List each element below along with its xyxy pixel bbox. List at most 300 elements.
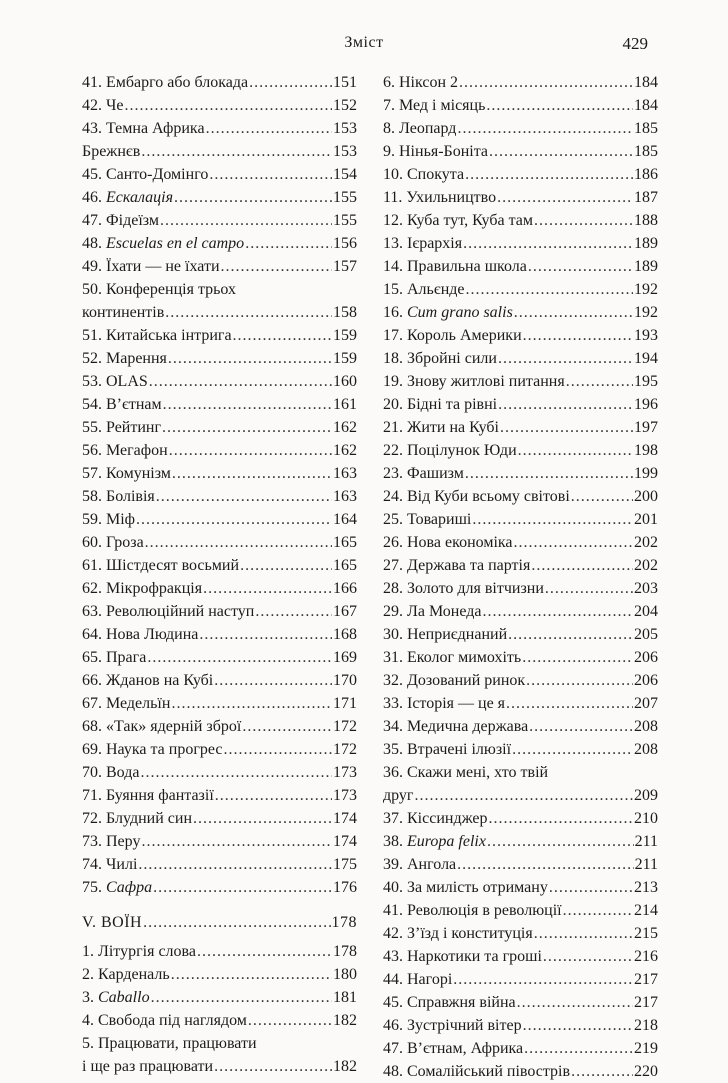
toc-entry-page: 194 [634,350,658,367]
toc-entry-page: 192 [634,304,658,321]
toc-entry [383,462,658,485]
toc-entry [82,278,357,324]
toc-entry-title: 67. Медельїн [82,695,171,712]
toc-entry-page: 166 [333,580,357,597]
toc-entry [82,554,357,577]
toc-entry-title: 41. Революція в революції [383,902,562,919]
toc-entry-title: 58. Болівія [82,488,155,505]
dot-leader [457,117,633,140]
toc-entry [383,94,658,117]
toc-entry [383,1037,658,1060]
dot-leader [514,531,633,554]
toc-entry-title: 1. Літургія слова [82,943,196,960]
toc-entry-title: 19. Знову житлові питання [383,373,565,390]
toc-entry-title: 73. Перу [82,833,141,850]
toc-entry-title-line: 50. Конференція трьох [82,281,237,298]
dot-leader [149,370,332,393]
toc-entry [383,761,658,807]
toc-entry-title: 23. Фашизм [383,465,464,482]
toc-entry-title: 22. Поцілунок Юди [383,442,517,459]
toc-entry-title: 48. [82,235,106,252]
dot-leader [224,738,333,761]
toc-entry-title: 75. [82,879,106,896]
toc-entry [82,784,357,807]
toc-entry-page: 202 [634,534,658,551]
toc-entry [82,940,357,963]
toc-entry-title-italic: Escuelas en el campo [106,235,245,252]
toc-entry-page: 154 [333,166,357,183]
toc-entry [383,255,658,278]
toc-entry-page: 164 [333,511,357,528]
toc-entry-title: 2. Карденаль [82,966,170,983]
toc-entry [383,876,658,899]
dot-leader [233,324,332,347]
toc-entry-title: 47. В’єтнам, Африка [383,1040,524,1057]
dot-leader [512,738,633,761]
dot-leader [209,163,332,186]
toc-entry-title: 59. Міф [82,511,136,528]
toc-entry-page: 198 [634,442,658,459]
toc-entry-title: 15. Альєнде [383,281,465,298]
toc-entry-title: 46. [82,189,106,206]
toc-entry-title: 39. Ангола [383,856,457,873]
toc-entry-page: 217 [634,971,658,988]
dot-leader [206,117,332,140]
dot-leader [214,669,332,692]
dot-leader [497,186,633,209]
toc-entry [82,876,357,899]
dot-leader [168,347,332,370]
toc-entry-page: 184 [634,74,658,91]
toc-entry [383,669,658,692]
toc-entry-page: 159 [333,350,357,367]
page-number: 429 [622,34,648,53]
dot-leader [147,646,332,669]
dot-leader [522,646,633,669]
toc-entry-title: 54. В’єтнам [82,396,162,413]
toc-entry [82,623,357,646]
toc-entry-page: 160 [333,373,357,390]
toc-entry-title: 66. Жданов на Кубі [82,672,214,689]
dot-leader [498,393,633,416]
toc-entry-title: 45. Справжня війна [383,994,516,1011]
dot-leader [136,508,332,531]
toc-entry [82,347,357,370]
toc-entry-title: 29. Ла Монеда [383,603,482,620]
toc-entry-title: 43. Темна Африка [82,120,205,137]
dot-leader [523,1014,633,1037]
dot-leader [529,715,633,738]
toc-entry-title: 57. Комунізм [82,465,171,482]
toc-entry-title-italic: Cum grano salis [407,304,513,321]
toc-entry-page: 210 [634,810,658,827]
dot-leader [566,370,633,393]
toc-entry-page: 185 [634,120,658,137]
toc-entry [82,117,357,140]
toc-entry-title: 24. Від Куби всьому світові [383,488,570,505]
toc-entry [82,669,357,692]
toc-entry [383,531,658,554]
toc-entry-title: 38. [383,833,407,850]
dot-leader [514,301,633,324]
toc-entry-page: 208 [634,741,658,758]
toc-entry-title: 48. Сомалійський півострів [383,1063,571,1080]
toc-entry-page: 168 [333,626,357,643]
toc-entry-page: 193 [634,327,658,344]
toc-entry-title: 40. За милість отриману [383,879,548,896]
toc-entry-page: 170 [333,672,357,689]
toc-entry-title: і ще раз працювати [82,1058,214,1075]
toc-entry-page: 208 [634,718,658,735]
dot-leader [489,140,633,163]
toc-entry [383,1014,658,1037]
toc-entry-page: 202 [634,557,658,574]
toc-entry-title: 56. Мегафон [82,442,168,459]
toc-entry-page: 199 [634,465,658,482]
toc-entry-title: 70. Вода [82,764,140,781]
toc-entry-page: 163 [333,465,357,482]
toc-entry [383,899,658,922]
toc-entry-title: 16. [383,304,407,321]
toc-entry-page: 157 [333,258,357,275]
toc-entry [82,738,357,761]
dot-leader [465,462,633,485]
dot-leader [524,1037,633,1060]
dot-leader [487,830,634,853]
toc-entry [383,807,658,830]
dot-leader [125,94,333,117]
toc-entry [82,324,357,347]
toc-entry-title-italic: Ескалація [106,189,174,206]
toc-entry-title: 8. Леопард [383,120,457,137]
toc-entry-page: 171 [333,695,357,712]
toc-entry-page: 206 [634,649,658,666]
dot-leader [571,485,633,508]
toc-entry-page: 201 [634,511,658,528]
toc-entry-page: 175 [333,856,357,873]
toc-entry-page: 182 [333,1012,357,1029]
toc-entry-title: 47. Фідеїзм [82,212,159,229]
dot-leader [563,899,633,922]
toc-entry-title: V. ВОЇН [82,914,143,931]
dot-leader [549,876,633,899]
toc-entry-page: 176 [333,879,357,896]
toc-entry-title: 33. Історія — це я [383,695,506,712]
toc-entry-title: 14. Правильна школа [383,258,527,275]
toc-entry [383,853,658,876]
dot-leader [506,692,633,715]
dot-leader [249,71,332,94]
toc-entry-page: 163 [333,488,357,505]
toc-entry [82,140,357,163]
toc-entry-title-line: 5. Працювати, працювати [82,1035,257,1052]
toc-entry-title: 7. Мед і місяць [383,97,486,114]
toc-entry-page: 184 [634,97,658,114]
toc-entry [82,508,357,531]
toc-entry [383,301,658,324]
dot-leader [240,554,332,577]
toc-entry-title: 3. [82,989,98,1006]
toc-entry-page: 180 [333,966,357,983]
toc-entry-title: 51. Китайська інтрига [82,327,232,344]
toc-entry [82,807,357,830]
toc-column-right [383,71,658,1083]
toc-entry [82,646,357,669]
toc-entry-title: 12. Куба тут, Куба там [383,212,533,229]
dot-leader [221,255,333,278]
toc-entry-page: 174 [333,810,357,827]
toc-entry [383,439,658,462]
dot-leader [171,963,332,986]
dot-leader [543,945,633,968]
dot-leader [466,278,633,301]
toc-entry [383,186,658,209]
toc-entry [82,163,357,186]
toc-entry [383,945,658,968]
toc-entry-title-italic: Europa felix [407,833,486,850]
toc-entry-page: 167 [333,603,357,620]
toc-entry [82,209,357,232]
toc-entry-page: 173 [333,764,357,781]
toc-entry [82,531,357,554]
toc-entry-page: 187 [634,189,658,206]
toc-entry-title: Брежнєв [82,143,141,160]
toc-entry-title: 35. Втрачені ілюзії [383,741,512,758]
toc-entry-page: 216 [634,948,658,965]
toc-entry-title: 25. Товариші [383,511,472,528]
toc-entry-title: 65. Прага [82,649,147,666]
toc-entry-page: 151 [333,74,357,91]
toc-entry-title: 26. Нова економіка [383,534,513,551]
toc-entry-page: 174 [333,833,357,850]
toc-entry-title: 49. Їхати — не їхати [82,258,220,275]
toc-entry [82,462,357,485]
toc-entry-title: 31. Еколог мимохіть [383,649,522,666]
dot-leader [203,577,332,600]
toc-entry [82,963,357,986]
toc-entry [82,71,357,94]
toc-entry [383,416,658,439]
toc-entry [82,853,357,876]
toc-entry [383,393,658,416]
toc-entry-page: 211 [634,833,658,850]
toc-entry-page: 189 [634,258,658,275]
toc-entry-page: 186 [634,166,658,183]
toc-entry-title: 20. Бідні та рівні [383,396,498,413]
toc-entry [383,646,658,669]
toc-entry [383,738,658,761]
toc-entry [383,1060,658,1083]
toc-entry-title: 52. Марення [82,350,167,367]
toc-entry-page: 156 [333,235,357,252]
dot-leader [214,1055,332,1078]
dot-leader [162,416,332,439]
toc-entry [383,554,658,577]
dot-leader [140,761,332,784]
toc-entry-page: 165 [333,534,357,551]
toc-entry-page: 155 [333,189,357,206]
toc-entry-page: 197 [634,419,658,436]
dot-leader [141,140,332,163]
toc-entry-title: 4. Свобода під наглядом [82,1012,247,1029]
toc-entry [383,600,658,623]
toc-entry-page: 218 [634,1017,658,1034]
toc-entry [383,830,658,853]
toc-entry-page: 200 [634,488,658,505]
dot-leader [242,715,332,738]
dot-leader [215,784,332,807]
toc-entry-page: 192 [634,281,658,298]
toc-entry [383,577,658,600]
dot-leader [248,1009,332,1032]
dot-leader [163,393,332,416]
toc-entry-page: 209 [634,787,658,804]
toc-entry-page: 158 [333,304,357,321]
dot-leader [472,508,633,531]
header-title: Зміст [344,34,384,51]
dot-leader [153,876,332,899]
toc-entry-title: друг [383,787,414,804]
toc-entry [82,600,357,623]
dot-leader [486,94,633,117]
toc-entry-title: 9. Нінья-Боніта [383,143,489,160]
toc-entry-title: 18. Збройні сили [383,350,497,367]
toc-entry-title: 32. Дозований ринок [383,672,526,689]
toc-entry-title: 62. Мікрофракція [82,580,203,597]
toc-entry-page: 169 [333,649,357,666]
toc-entry-title: 44. Нагорі [383,971,453,988]
toc-entry-page: 189 [634,235,658,252]
toc-entry-title: 43. Наркотики та гроші [383,948,542,965]
toc-entry [383,991,658,1014]
toc-entry [82,1032,357,1078]
toc-entry-title: 10. Спокута [383,166,465,183]
toc-entry-page: 172 [333,741,357,758]
dot-leader [145,531,332,554]
toc-entry-page: 185 [634,143,658,160]
running-header [80,34,648,58]
toc-entry-page: 181 [333,989,357,1006]
toc-entry-title: 28. Золото для вітчизни [383,580,544,597]
toc-entry [383,968,658,991]
dot-leader [457,853,633,876]
toc-entry-title: 71. Буяння фантазії [82,787,214,804]
toc-entry-title: 17. Король Америки [383,327,522,344]
toc-entry-title: 72. Блудний син [82,810,193,827]
toc-entry [82,577,357,600]
dot-leader [172,462,332,485]
toc-entry [82,1009,357,1032]
toc-entry-page: 178 [333,943,357,960]
toc-entry-page: 203 [634,580,658,597]
dot-leader [508,623,633,646]
toc-entry-title-italic: Сафра [106,879,153,896]
toc-entry [383,715,658,738]
toc-entry-page: 162 [333,442,357,459]
toc-entry [82,485,357,508]
toc-entry-page: 206 [634,672,658,689]
toc-entry-page: 188 [634,212,658,229]
toc-entry [82,94,357,117]
toc-entry [383,71,658,94]
toc-entry-title: 13. Ієрархія [383,235,463,252]
toc-entry-title: 69. Наука та прогрес [82,741,223,758]
toc-entry [383,485,658,508]
toc-entry-title: 37. Кіссинджер [383,810,488,827]
toc-entry [82,370,357,393]
toc-entry [82,986,357,1009]
dot-leader [165,301,332,324]
toc-entry-title: 55. Рейтинг [82,419,162,436]
toc-entry-page: 159 [333,327,357,344]
toc-entry [82,186,357,209]
toc-entry-title: 53. OLAS [82,373,148,390]
toc-entry-page: 182 [333,1058,357,1075]
toc-entry [82,255,357,278]
toc-entry-page: 195 [634,373,658,390]
toc-entry-title-italic: Caballo [98,989,150,1006]
dot-leader [255,600,332,623]
toc-entry [383,117,658,140]
dot-leader [143,911,330,934]
toc-entry [383,347,658,370]
dot-leader [141,830,332,853]
toc-column-left [82,71,357,1078]
dot-leader [151,986,332,1009]
toc-entry [82,232,357,255]
toc-entry-title: 61. Шістдесят восьмий [82,557,240,574]
dot-leader [482,600,633,623]
dot-leader [453,968,633,991]
toc-entry [383,623,658,646]
dot-leader [193,807,332,830]
toc-entry-page: 155 [333,212,357,229]
toc-entry-title: 64. Нова Людина [82,626,199,643]
toc-entry-title: континентів [82,304,165,321]
toc-entry-title: 34. Медична держава [383,718,529,735]
toc-entry-title: 74. Чилі [82,856,138,873]
dot-leader [534,922,633,945]
toc-entry-page: 220 [634,1063,658,1080]
toc-entry-page: 215 [634,925,658,942]
toc-entry-page: 153 [333,120,357,137]
dot-leader [197,940,332,963]
toc-entry-page: 217 [634,994,658,1011]
dot-leader [465,163,633,186]
toc-entry [82,761,357,784]
dot-leader [245,232,332,255]
toc-entry-title: 42. З’їзд і конституція [383,925,533,942]
toc-entry [383,508,658,531]
dot-leader [171,692,332,715]
toc-entry-title: 30. Неприєднаний [383,626,508,643]
toc-entry [82,393,357,416]
toc-entry-page: 219 [634,1040,658,1057]
toc-entry-page: 196 [634,396,658,413]
dot-leader [156,485,332,508]
toc-entry [82,416,357,439]
dot-leader [531,554,633,577]
toc-entry [82,692,357,715]
toc-entry [383,278,658,301]
toc-section-heading [82,911,357,934]
dot-leader [459,71,633,94]
dot-leader [571,1060,633,1083]
toc-entry [383,232,658,255]
dot-leader [528,255,633,278]
dot-leader [526,669,633,692]
dot-leader [498,347,633,370]
